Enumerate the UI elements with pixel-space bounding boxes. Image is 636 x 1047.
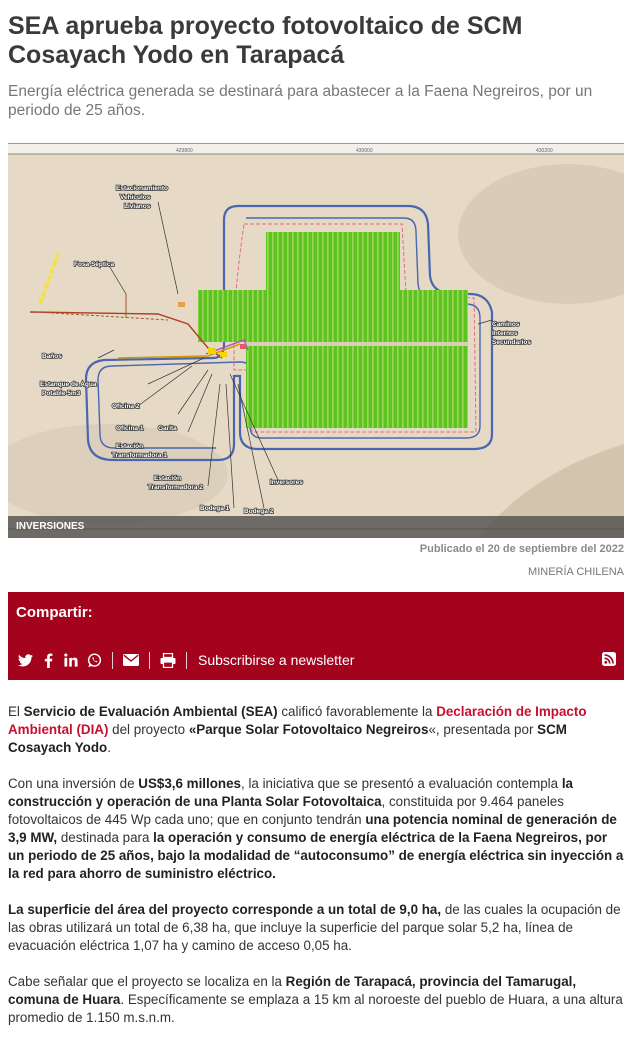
text-run: del proyecto <box>108 722 189 737</box>
publish-date: Publicado el 20 de septiembre del 2022 <box>419 543 624 555</box>
twitter-icon[interactable] <box>16 651 34 669</box>
map-label-estacionamiento: Estacionamiento <box>116 185 169 192</box>
image-category-label: INVERSIONES <box>8 516 624 538</box>
sea-name: Servicio de Evaluación Ambiental (SEA) <box>23 704 278 719</box>
facebook-icon[interactable] <box>39 651 57 669</box>
article-source: MINERÍA CHILENA <box>528 566 624 578</box>
share-divider <box>186 652 187 669</box>
map-label-fosa: Fosa Séptica <box>74 261 115 268</box>
text-run: «, presentada por <box>428 722 538 737</box>
newsletter-link[interactable]: Subscribirse a newsletter <box>198 652 355 668</box>
map-label-estanque-2: Potable 5m3 <box>42 390 81 397</box>
map-label-livianos: Livianos <box>124 203 151 210</box>
paragraph-3 <box>8 901 624 955</box>
article-body <box>8 703 624 1045</box>
paragraph-2 <box>8 775 624 883</box>
paragraph-4 <box>8 973 624 1027</box>
share-divider <box>149 652 150 669</box>
text-run: destinada para <box>57 830 154 845</box>
text-run: El <box>8 704 24 719</box>
map-label-estacion-2a: Estación <box>154 475 182 482</box>
map-label-caminos-2: Internos <box>492 330 518 337</box>
text-run: . Específicamente se emplaza a 15 km al noroeste del pueblo de Huara, a una altura promedio de 1.150 m.s.n.m. <box>8 992 623 1025</box>
linkedin-icon[interactable] <box>62 651 80 669</box>
coord-label-3: 430200 <box>536 148 553 154</box>
text-run: calificó favorablemente la <box>277 704 437 719</box>
company-name: SCM Cosayach Yodo <box>8 722 567 755</box>
solar-park-map <box>8 144 624 538</box>
email-icon[interactable] <box>122 651 140 669</box>
map-label-caminos-1: Caminos <box>492 321 520 328</box>
project-name: «Parque Solar Fotovoltaico Negreiros <box>188 722 429 737</box>
text-run: . <box>107 740 111 755</box>
map-label-banos: Baños <box>42 353 62 360</box>
text-run: Cabe señalar que el proyecto se localiza en la <box>8 974 286 989</box>
share-buttons <box>16 650 616 670</box>
map-label-garita: Garita <box>158 425 177 432</box>
article-image[interactable] <box>8 143 624 538</box>
text-run: , la iniciativa que se presentó a evaluación contempla <box>241 776 562 791</box>
text-run: de las cuales la ocupación de las obras utilizará un total de 6,38 ha, que incluye la superficie del parque solar 5,2 ha, línea de evacuación eléctrica 1,07 ha y camino de acceso 0,05 ha. <box>8 902 621 953</box>
paragraph-1 <box>8 703 624 757</box>
map-label-estanque-1: Estanque de Agua <box>40 381 97 388</box>
article-title: SEA aprueba proyecto fotovoltaico de SCM Cosayach Yodo en Tarapacá <box>8 12 523 69</box>
coord-label-2: 430000 <box>356 148 373 154</box>
rss-icon[interactable] <box>602 652 616 666</box>
text-run: , constituida por 9.464 paneles fotovoltaicos de 445 Wp cada uno; que en conjunto tendrán <box>8 794 564 827</box>
coord-label-1: 429800 <box>176 148 193 154</box>
share-label: Compartir: <box>16 604 93 621</box>
map-label-estacion-1b: Transformadora 1 <box>112 452 167 459</box>
investment-amount: US$3,6 millones <box>138 776 241 791</box>
map-label-vehiculos: Vehículos <box>120 194 151 201</box>
share-divider <box>112 652 113 669</box>
map-label-inversores: Inversores <box>270 479 303 486</box>
project-area: La superficie del área del proyecto corresponde a un total de 9,0 ha, <box>8 902 442 917</box>
energy-purpose: la operación y consumo de energía eléctrica de la Faena Negreiros, por un periodo de 25 años, bajo la modalidad de “autoconsumo” de energía eléctrica sin inyección a la red para ahorro de suministro eléctrico. <box>8 830 624 881</box>
map-label-oficina-1: Oficina 1 <box>116 425 144 432</box>
project-location: Región de Tarapacá, provincia del Tamarugal, comuna de Huara <box>8 974 577 1007</box>
plant-description: la construcción y operación de una Planta Solar Fotovoltaica <box>8 776 573 809</box>
map-label-oficina-2: Oficina 2 <box>112 403 140 410</box>
article-subtitle: Energía eléctrica generada se destinará para abastecer a la Faena Negreiros, por un periodo de 25 años. <box>8 83 593 119</box>
share-bar <box>8 592 624 680</box>
nominal-power: una potencia nominal de generación de 3,9 MW, <box>8 812 617 845</box>
map-label-bodega-1: Bodega 1 <box>200 505 230 512</box>
map-label-caminos-3: Secundarios <box>492 339 532 346</box>
map-label-estacion-2b: Transformadora 2 <box>148 484 203 491</box>
map-label-bodega-2: Bodega 2 <box>244 508 274 515</box>
map-label-estacion-1a: Estación <box>116 443 144 450</box>
dia-link[interactable]: Declaración de Impacto Ambiental (DIA) <box>8 704 587 737</box>
print-icon[interactable] <box>159 651 177 669</box>
text-run: Con una inversión de <box>8 776 139 791</box>
whatsapp-icon[interactable] <box>85 651 103 669</box>
